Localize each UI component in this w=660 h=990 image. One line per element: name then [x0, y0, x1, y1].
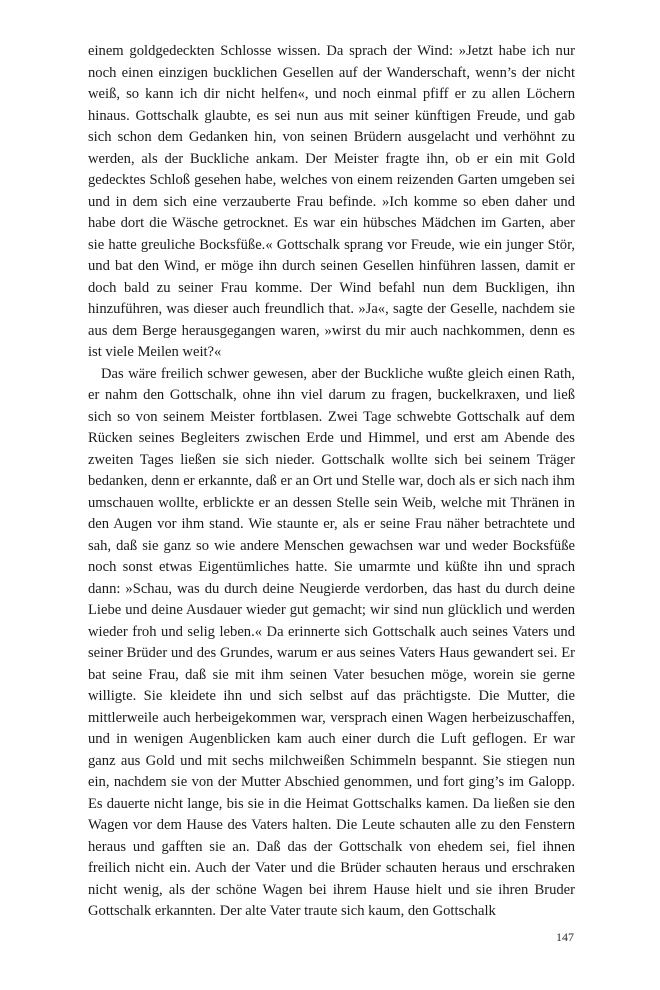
paragraph-continuation: einem goldgedeckten Schlosse wissen. Da sprach der Wind: »Jetzt habe ich nur noch einen einzigen bucklichen Gesellen auf der Wanderschaft, wenn’s der nicht weiß, so kann ich dir nicht helfen«, und noch einmal pfiff er zu allen Löchern hinaus. Gottschalk glaubte, es sei nun aus mit seiner künftigen Freude, und gab sich schon dem Gedanken hin, von seinen Brüdern ausgelacht und verhöhnt zu werden, als der Buckliche ankam. Der Meister fragte ihn, ob er ein mit Gold gedecktes Schloß gesehen habe, welches von einem reizenden Garten umgeben sei und in dem sich eine verzauberte Frau befinde. »Ich komme so eben daher und habe dort die Wäsche getrocknet. Es war ein hübsches Mädchen im Garten, aber sie hatte greuliche Bocksfüße.« Gottschalk sprang vor Freude, wie ein junger Stör, und bat den Wind, er möge ihn durch seinen Gesellen hinführen lassen, damit er doch bald zu seiner Frau komme. Der Wind befahl nun dem Buckligen, ihn hinzuführen, was dieser auch freundlich that. »Ja«, sagte der Geselle, nachdem sie aus dem Berge herausgegangen waren, »wirst du mir auch nachkommen, denn es ist viele Meilen weit?« — [88, 43, 575, 360]
paragraph: Das wäre freilich schwer gewesen, aber der Buckliche wußte gleich einen Rath, er nahm den Gottschalk, ohne ihn viel darum zu fragen, buckelkraxen, und ließ sich so von seinem Meister fortblasen. Zwei Tage schwebte Gottschalk auf dem Rücken seines Begleiters zwischen Erde und Himmel, und erst am Abende des zweiten Tages ließen sie sich nieder. Gottschalk wollte sich bei seinem Träger bedanken, denn er erkannte, daß er an Ort und Stelle war, doch als er sich nach ihm umschauen wollte, erblickte er an dessen Stelle sein Weib, welche mit Thränen in den Augen vor ihm stand. Wie staunte er, als er seine Frau näher betrachtete und sah, daß sie ganz so wie andere Menschen gewachsen war und weder Bocksfüße noch sonst etwas Eigentümliches hatte. Sie umarmte und küßte ihn und sprach dann: »Schau, was du durch deine Neugierde verdorben, das hast du durch deine Liebe und deine Ausdauer wieder gut gemacht; wir sind nun glücklich und werden wieder froh und selig leben.« Da erinnerte sich Gottschalk auch seines Vaters und seiner Brüder und des Grundes, warum er aus seines Vaters Haus gewandert sei. Er bat seine Frau, daß sie mit ihm seinen Vater besuchen möge, worein sie gerne willigte. Sie kleidete ihn und sich selbst auf das prächtigste. Die Mutter, die mittlerweile auch herbeigekommen war, versprach einen Wagen herbeizuschaffen, und in wenigen Augenblicken kam auch einer durch die Luft geflogen. Er war ganz aus Gold und mit sechs milchweißen Schimmeln bespannt. Sie stiegen nun ein, nachdem sie von der Mutter Abschied genommen, und fort ging’s im Galopp. Es dauerte nicht lange, bis sie in die Heimat Gottschalks kamen. Da ließen sie den Wagen vor dem Hause des Vaters halten. Die Leute schauten alle zu den Fenstern heraus und gafften sie an. Daß das der Gottschalk von ehedem sei, fiel ihnen freilich nicht ein. Auch der Vater und die Brüder schauten heraus und erschraken nicht wenig, als der schöne Wagen bei ihrem Hause hielt und sie ihren Bruder Gottschalk erkannten. Der alte Vater traute sich kaum, den Gottschalk — [88, 365, 575, 919]
page-number: 147 — [556, 930, 574, 944]
body-text — [88, 41, 575, 923]
